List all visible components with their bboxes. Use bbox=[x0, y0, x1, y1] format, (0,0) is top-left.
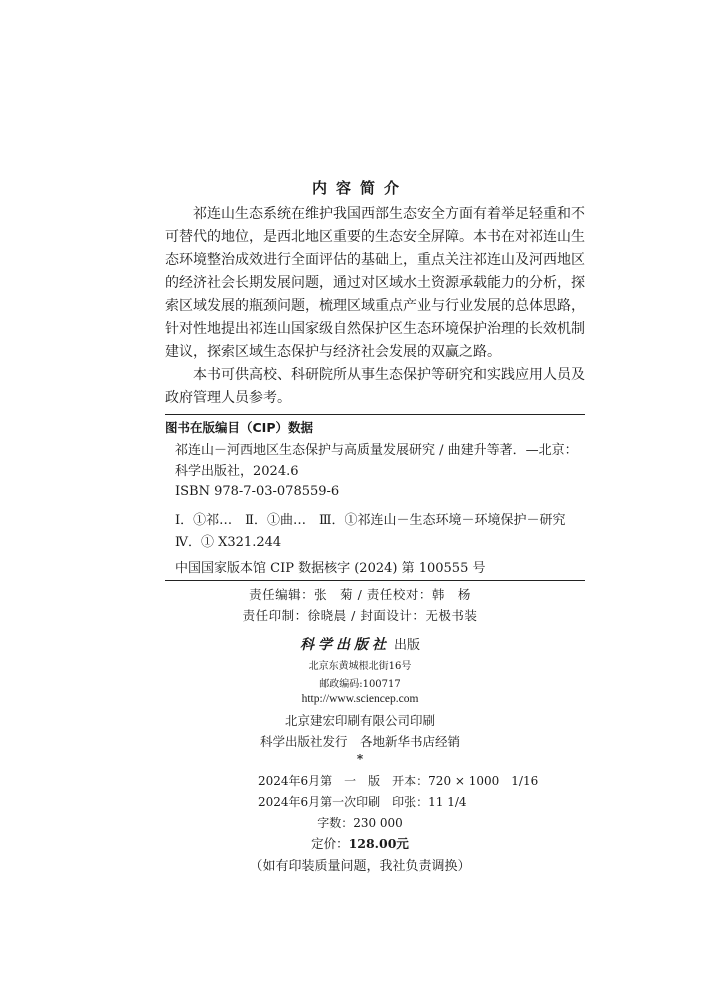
asterisk-separator: * bbox=[356, 752, 364, 766]
cip-top-divider bbox=[165, 414, 585, 415]
intro-paragraph-2: 本书可供高校、科研院所从事生态保护等研究和实践应用人员及政府管理人员参考。 bbox=[165, 367, 585, 406]
edition-info: 2024年6月第 一 版 开本：720 × 1000 1/16 bbox=[258, 774, 539, 788]
credits-production: 责任印制：徐晓晨 / 封面设计：无极书装 bbox=[242, 608, 478, 623]
cip-label: 图书在版编目（CIP）数据 bbox=[165, 420, 313, 435]
publisher-zip: 邮政编码:100717 bbox=[319, 679, 401, 690]
distribution: 科学出版社发行 各地新华书店经销 bbox=[259, 734, 460, 749]
printing-info: 2024年6月第一次印刷 印张：11 1/4 bbox=[258, 795, 467, 809]
credits-editors: 责任编辑：张 菊 / 责任校对：韩 杨 bbox=[249, 587, 471, 602]
page-title: 内容简介 bbox=[311, 179, 408, 197]
publisher-line bbox=[0, 634, 720, 654]
price-value: 128.00元 bbox=[348, 836, 409, 851]
price bbox=[0, 834, 720, 852]
word-count: 字数：230 000 bbox=[317, 816, 403, 830]
intro-paragraph-1: 祁连山生态系统在维护我国西部生态安全方面有着举足轻重和不可替代的地位，是西北地区重要的生态安全屏障。本书在对祁连山生态环境整治成效进行全面评估的基础上，重点关注祁连山及河西地区的经济社会长期发展问题，通过对区域水土资源承载能力的分析，探索区域发展的瓶颈问题，梳理区域重点产业与行业发展的总体思路，针对性地提出祁连山国家级自然保护区生态环境保护治理的长效机制建议，探索区域生态保护与经济社会发展的双赢之路。 bbox=[165, 206, 585, 360]
printer: 北京建宏印刷有限公司印刷 bbox=[284, 713, 435, 728]
publisher-name: 科学出版社 bbox=[299, 637, 390, 653]
cip-description: 祁连山－河西地区生态保护与高质量发展研究 / 曲建升等著．—北京：科学出版社，2024.6 bbox=[175, 443, 578, 479]
cip-record-number: 中国国家版本馆 CIP 数据核字 (2024) 第 100555 号 bbox=[175, 561, 486, 576]
cip-bottom-divider bbox=[165, 580, 585, 581]
publisher-url: http://www.sciencep.com bbox=[301, 693, 419, 705]
cip-isbn: ISBN 978-7-03-078559-6 bbox=[175, 484, 340, 499]
intro-section bbox=[165, 203, 585, 410]
publisher-suffix: 出版 bbox=[393, 638, 420, 653]
price-label: 定价： bbox=[311, 836, 349, 851]
quality-note: （如有印装质量问题，我社负责调换） bbox=[249, 859, 471, 874]
cip-classification: Ⅰ．①祁… Ⅱ．①曲… Ⅲ．①祁连山－生态环境－环境保护－研究 Ⅳ．① X321.244 bbox=[175, 513, 579, 550]
credits bbox=[0, 584, 720, 626]
publisher-address: 北京东黄城根北街16号 bbox=[308, 661, 412, 672]
